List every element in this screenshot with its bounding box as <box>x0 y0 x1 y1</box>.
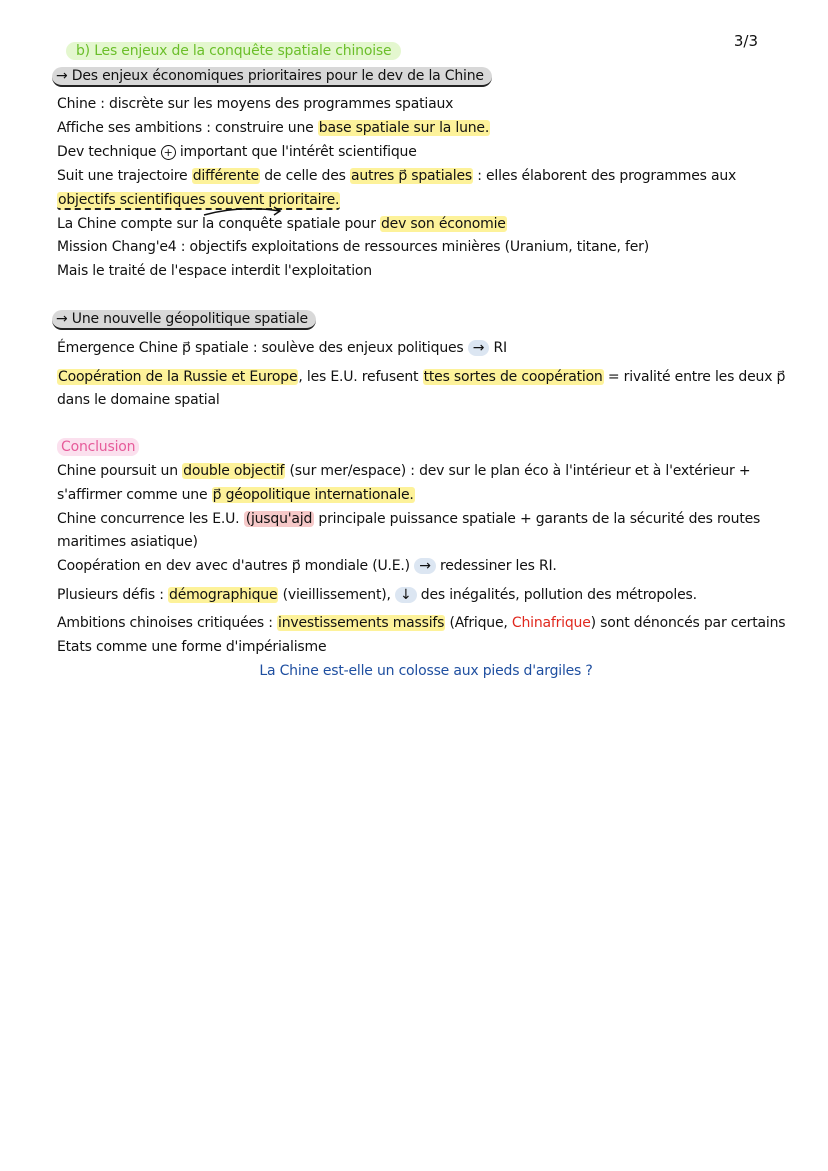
text-line: Coopération en dev avec d'autres p⃗ mondiale (U.E.) → redessiner les RI. <box>57 558 557 574</box>
arrow-icon: → <box>414 558 436 574</box>
subheading-economic: → Des enjeux économiques prioritaires pour le dev de la Chine <box>52 66 492 86</box>
text-line: Émergence Chine p⃗ spatiale : soulève des enjeux politiques → RI <box>57 340 507 356</box>
closing-question: La Chine est-elle un colosse aux pieds d'argiles ? <box>259 663 593 679</box>
plus-circle-icon: + <box>161 145 176 160</box>
text-line: maritimes asiatique) <box>57 534 198 550</box>
down-arrow-icon: ↓ <box>395 587 417 603</box>
text-line: La Chine compte sur la conquête spatiale pour dev son économie <box>57 216 506 232</box>
text-line: Mission Chang'e4 : objectifs exploitations de ressources minières (Uranium, titane, fer) <box>57 239 649 255</box>
arrow-icon: → <box>468 340 490 356</box>
text-line: objectifs scientifiques souvent prioritaire. <box>58 192 340 208</box>
subheading-geopolitics: → Une nouvelle géopolitique spatiale <box>52 309 316 329</box>
text-line: dans le domaine spatial <box>57 392 220 408</box>
section-title: b) Les enjeux de la conquête spatiale chinoise <box>66 41 401 61</box>
text-line: Coopération de la Russie et Europe, les E.U. refusent ttes sortes de coopération = rivalité entre les deux p⃗ <box>58 369 786 385</box>
text-line: Dev technique + important que l'intérêt scientifique <box>57 144 417 160</box>
text-line: Ambitions chinoises critiquées : investissements massifs (Afrique, Chinafrique) sont dénoncés par certains <box>57 615 786 631</box>
text-line: Etats comme une forme d'impérialisme <box>57 639 327 655</box>
page-number: 3/3 <box>733 32 758 50</box>
text-line: Chine concurrence les E.U. (jusqu'ajd principale puissance spatiale + garants de la sécurité des routes <box>57 511 761 527</box>
curved-arrow-icon <box>200 205 290 219</box>
conclusion-title: Conclusion <box>57 437 139 457</box>
text-line: Suit une trajectoire différente de celle des autres p⃗ spatiales : elles élaborent des programmes aux <box>57 168 737 184</box>
text-line: Plusieurs défis : démographique (vieillissement), ↓ des inégalités, pollution des métropoles. <box>57 587 697 603</box>
text-line: Chine poursuit un double objectif (sur mer/espace) : dev sur le plan éco à l'intérieur et à l'extérieur + <box>57 463 751 479</box>
text-line: Chine : discrète sur les moyens des programmes spatiaux <box>57 96 454 112</box>
text-line: Affiche ses ambitions : construire une base spatiale sur la lune. <box>57 120 490 136</box>
text-line: Mais le traité de l'espace interdit l'exploitation <box>57 263 372 279</box>
text-line: s'affirmer comme une p⃗ géopolitique internationale. <box>57 487 414 503</box>
